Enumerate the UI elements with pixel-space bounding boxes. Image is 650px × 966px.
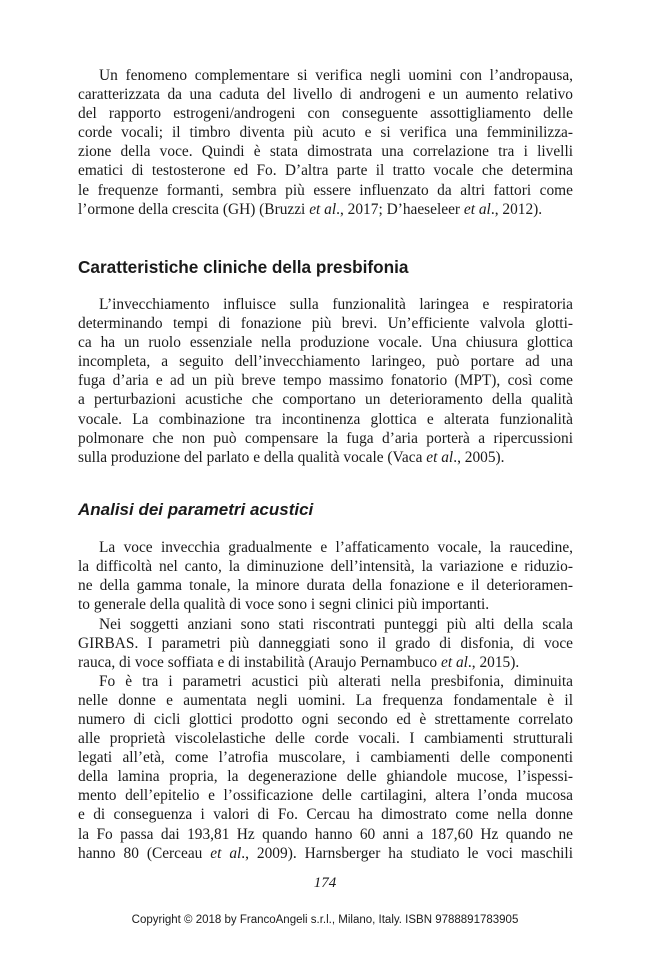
text-line-citation [78, 200, 573, 219]
citation-etal: et al [210, 844, 242, 862]
text-segment: ., 2009). Harnsberger ha studiato le voci maschili [241, 844, 573, 862]
text-line: La voce invecchia gradualmente e l’affaticamento vocale, la raucedine, [99, 539, 573, 556]
text-line: Un fenomeno complementare si verifica negli uomini con l’andropausa, [99, 67, 573, 84]
text-line: L’invecchiamento influisce sulla funzionalità laringea e respiratoria [99, 296, 573, 313]
citation-etal: et al [309, 200, 337, 218]
text-line: le frequenze formanti, sembra più essere influenzato da altri fattori come [78, 181, 573, 199]
text-line: la Fo passa dai 193,81 Hz quando hanno 60 anni a 187,60 Hz quando ne [78, 825, 573, 843]
copyright-notice: Copyright © 2018 by FrancoAngeli s.r.l., Milano, Italy. ISBN 9788891783905 [131, 914, 519, 926]
paragraph-fo-parametri [78, 672, 573, 863]
text-segment: sulla produzione del parlato e della qualità vocale (Vaca [78, 448, 427, 466]
text-line: alle proprietà viscolelastiche delle corde vocali. I cambiamenti strutturali [78, 730, 573, 748]
text-segment: ., 2005). [453, 448, 505, 466]
citation-etal: et al [440, 653, 468, 671]
text-line: nelle donne e aumentata negli uomini. La frequenza fondamentale è il [78, 691, 573, 709]
text-segment: ., 2015). [467, 653, 520, 671]
text-line: del rapporto estrogeni/androgeni con conseguente assottigliamento delle [78, 105, 573, 123]
text-line: to generale della qualità di voce sono i segni clinici più importanti. [78, 596, 490, 614]
text-line: legati all’età, come l’atrofia muscolare, i cambiamenti delle componenti [78, 749, 573, 767]
text-line: Nei soggetti anziani sono stati riscontrati punteggi più alti della scala [99, 615, 573, 633]
section-heading: Caratteristiche cliniche della presbifonia [78, 257, 409, 277]
page-number: 174 [313, 875, 337, 891]
text-line: della lamina propria, la degenerazione delle ghiandole mucose, l’ispessi- [78, 768, 573, 786]
text-line: caratterizzata da una caduta del livello di androgeni e un aumento relativo [78, 86, 573, 104]
text-segment: ., 2017; D’haeseleer [336, 200, 464, 218]
text-segment: rauca, di voce soffiata e di instabilità (Araujo Pernambuco [78, 653, 441, 671]
text-line-citation [78, 844, 573, 863]
text-line: determinando tempi di fonazione più brevi. Un’efficiente valvola glotti- [78, 315, 573, 333]
paragraph-voce-invecchia [78, 538, 573, 614]
citation-etal: et al [463, 200, 491, 218]
text-line: la difficoltà nel canto, la diminuzione dell’intensità, la variazione e riduzio- [78, 558, 573, 576]
text-segment: ., 2012). [490, 200, 543, 218]
text-line: corde vocali; il timbro diventa più acuto e si verifica una femminilizza- [78, 124, 573, 142]
text-line: fuga d’aria e ad un più breve tempo massimo fonatorio (MPT), così come [78, 372, 573, 390]
subsection-heading: Analisi dei parametri acustici [78, 500, 314, 519]
text-line: Fo è tra i parametri acustici più alterati nella presbifonia, diminuita [99, 672, 573, 690]
text-line-citation [78, 448, 573, 467]
text-line: incompleta, a seguito dell’invecchiamento laringeo, può portare ad una [78, 353, 573, 371]
text-line: ne della gamma tonale, la minore durata della fonazione e il deterioramen- [78, 577, 573, 595]
text-line: zione della voce. Quindi è stata dimostrata una correlazione tra i livelli [78, 143, 573, 161]
text-line: vocale. La combinazione tra incontinenza glottica e alterata funzionalità [78, 410, 573, 428]
text-line: ematici di testosterone ed Fo. D’altra parte il tratto vocale che determina [78, 162, 573, 180]
text-segment: hanno 80 (Cerceau [78, 844, 211, 862]
text-line: numero di cicli glottici prodotto ogni secondo ed è strettamente correlato [78, 710, 573, 728]
text-line-citation [78, 653, 573, 672]
text-line: GIRBAS. I parametri più danneggiati sono il grado di disfonia, di voce [78, 634, 573, 652]
text-line: polmonare che non può compensare la fuga d’aria porterà a ripercussioni [78, 429, 573, 447]
citation-etal: et al [426, 448, 454, 466]
paragraph-andropausa [78, 66, 573, 219]
paragraph-girbas [78, 615, 573, 672]
text-line: a perturbazioni acustiche che comportano un deterioramento della qualità [78, 391, 573, 409]
text-line: mento dell’epitelio e l’ossificazione delle cartilagini, altera l’onda mucosa [78, 787, 573, 805]
text-segment: l’ormone della crescita (GH) (Bruzzi [78, 200, 310, 218]
text-line: e di conseguenza i valori di Fo. Cercau ha dimostrato come nella donne [78, 806, 573, 824]
paragraph-invecchiamento [78, 295, 573, 467]
text-line: ca ha un ruolo essenziale nella produzione vocale. Una chiusura glottica [78, 334, 573, 352]
